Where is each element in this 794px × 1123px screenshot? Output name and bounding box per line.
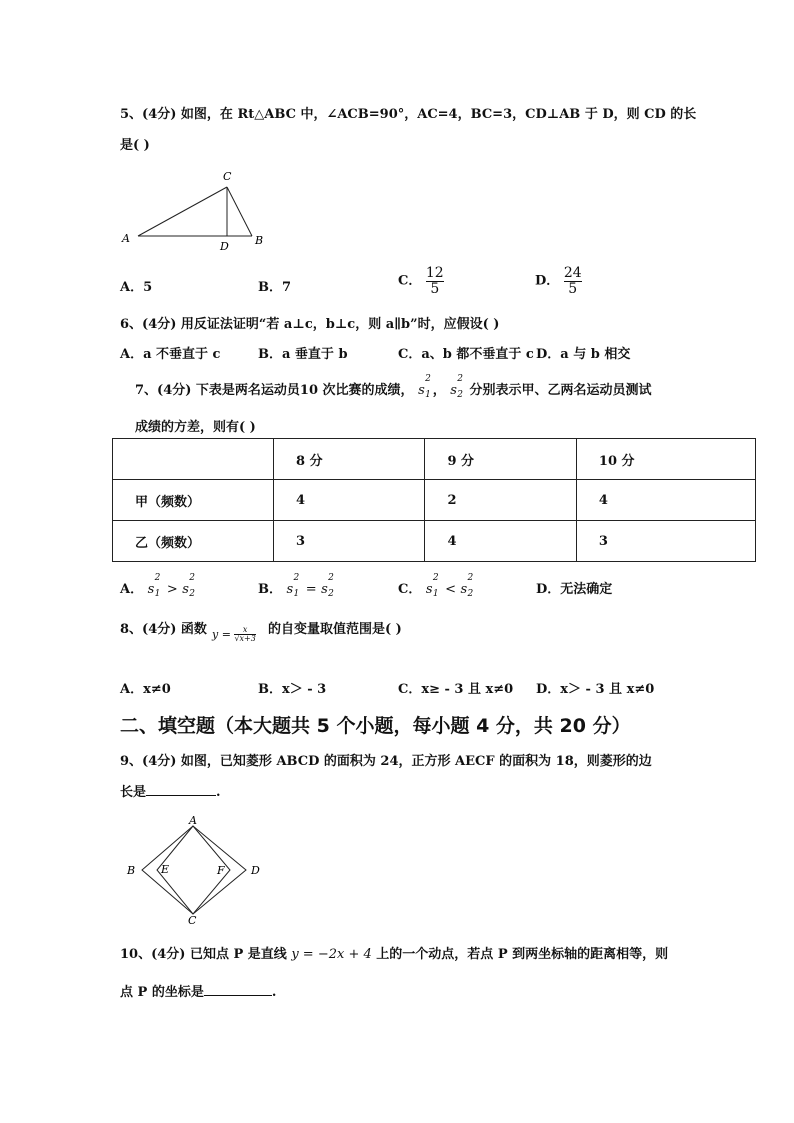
q5-option-c[interactable] (398, 266, 444, 296)
exponent: 2 (189, 573, 195, 583)
q5-option-c-label: C． (398, 273, 422, 289)
fraction-denominator: √x+3 (234, 634, 256, 644)
q7-options (120, 573, 680, 600)
q5-triangle-figure (112, 165, 272, 257)
function-lhs: y = (212, 627, 231, 641)
exponent: 2 (425, 374, 431, 384)
comparison-operator: < (445, 582, 456, 597)
s-symbol: s (450, 383, 457, 398)
answer-blank[interactable] (204, 983, 272, 996)
s1-squared (286, 573, 302, 599)
q7-option-b[interactable] (258, 573, 336, 599)
s-symbol: s (286, 582, 294, 597)
q5-stem-line2: 是( ) (120, 138, 150, 153)
q7-option-d[interactable]: D．无法确定 (536, 582, 613, 597)
q9-label-a: A (189, 814, 197, 827)
q8-option-a[interactable]: A．x≠0 (120, 682, 171, 697)
s1-squared (425, 573, 441, 599)
q8-function (212, 626, 256, 644)
q5-option-a[interactable]: A．5 (120, 280, 153, 295)
table-cell: 4 (576, 480, 755, 521)
exponent: 2 (328, 573, 334, 583)
table-cell: 2 (425, 480, 576, 521)
q5-stem-line1: 5、(4分) 如图，在 Rt△ABC 中，∠ACB=90°，AC=4，BC=3，CD⊥AB 于 D，则 CD 的长 (120, 107, 697, 122)
s-symbol: s (147, 582, 155, 597)
q9-stem-line2 (120, 781, 221, 800)
q9-stem-text: 长是 (120, 785, 147, 800)
subscript: 1 (425, 390, 431, 400)
q10-stem-line1 (120, 943, 668, 962)
q6-option-c[interactable]: C．a、b 都不垂直于 c (398, 347, 534, 362)
q8-options (120, 678, 680, 696)
q7-stem-line1: 7、(4分) 下表是两名运动员10 次比赛的成绩， s 2 1 ， s 2 2 分别表示甲、乙两名运动员测试 (135, 374, 652, 400)
table-header-cell: 9 分 (425, 439, 576, 480)
q5-option-d-label: D． (535, 273, 560, 289)
s-symbol: s (460, 582, 468, 597)
exponent: 2 (154, 573, 161, 583)
q6-option-d[interactable]: D．a 与 b 相交 (536, 347, 631, 362)
subscript: 2 (189, 589, 195, 599)
q8-option-d[interactable]: D．x＞ - 3 且 x≠0 (536, 682, 655, 697)
table-cell: 3 (274, 521, 425, 562)
q5-option-d[interactable] (535, 266, 582, 296)
table-header-row (113, 439, 756, 480)
q7-option-a[interactable] (120, 573, 197, 599)
q5-label-d: D (220, 240, 229, 253)
q7-stem-part-a: 7、(4分) 下表是两名运动员10 次比赛的成绩， (135, 383, 414, 398)
table-cell: 4 (425, 521, 576, 562)
table-row (113, 521, 756, 562)
q8-option-c[interactable]: C．x≥ - 3 且 x≠0 (398, 682, 514, 697)
s-symbol: s (182, 582, 189, 597)
q9-stem-line1: 9、(4分) 如图，已知菱形 ABCD 的面积为 24，正方形 AECF 的面积为 18，则菱形的边 (120, 754, 652, 769)
exponent: 2 (457, 374, 464, 384)
fraction-numerator: 12 (425, 265, 444, 281)
q10-stem-line2 (120, 981, 276, 1000)
q9-label-c: C (188, 914, 197, 926)
s1-squared (147, 573, 163, 599)
q9-stem-end: . (216, 785, 221, 800)
q9-label-b: B (127, 864, 136, 877)
q6-option-b[interactable]: B．a 垂直于 b (258, 347, 348, 362)
s2-squared (321, 573, 336, 599)
table-header-cell: 10 分 (576, 439, 755, 480)
comparison-operator: > (166, 582, 178, 597)
q7-stem-line2: 成绩的方差，则有( ) (135, 420, 256, 435)
q6-option-a[interactable]: A．a 不垂直于 c (120, 347, 221, 362)
q5-option-d-fraction (564, 266, 582, 296)
q10-stem-end: . (271, 985, 277, 1000)
table-cell: 3 (576, 521, 755, 562)
q10-stem-text: 点 P 的坐标是 (120, 985, 204, 1000)
q10-stem-part-a: 10、(4分) 已知点 P 是直线 (120, 947, 287, 962)
q8-stem-part-b: 的自变量取值范围是( ) (268, 622, 402, 637)
q5-label-b: B (255, 234, 264, 247)
table-cell: 甲（频数） (113, 480, 274, 521)
fraction-numerator: 24 (563, 265, 582, 281)
q9-rhombus-square-figure (120, 812, 270, 926)
q8-stem-part-a: 8、(4分) 函数 (120, 622, 207, 637)
q7-stem-part-b: 分别表示甲、乙两名运动员测试 (469, 383, 652, 398)
fraction-denominator: 5 (568, 280, 578, 297)
comparison-operator: = (305, 582, 317, 597)
table-row (113, 480, 756, 521)
subscript: 2 (328, 589, 334, 599)
table-cell: 乙（频数） (113, 521, 274, 562)
q5-options (120, 266, 680, 306)
q5-option-c-fraction (426, 266, 444, 296)
table-header-cell (113, 439, 274, 480)
q5-option-b[interactable]: B．7 (258, 280, 292, 295)
q5-label-a: A (122, 232, 130, 245)
q10-equation: y = −2x + 4 (291, 947, 372, 962)
q9-label-e: E (161, 863, 170, 876)
option-label: B． (258, 582, 282, 597)
s2-squared (450, 374, 465, 400)
q9-label-f: F (217, 864, 225, 877)
exponent: 2 (293, 573, 300, 583)
q5-label-c: C (223, 170, 232, 183)
q7-option-c[interactable] (398, 573, 475, 599)
subscript: 2 (467, 589, 474, 599)
subscript: 1 (293, 589, 300, 599)
s2-squared (182, 573, 197, 599)
q10-stem-part-b: 上的一个动点，若点 P 到两坐标轴的距离相等，则 (376, 947, 669, 962)
table-header-cell: 8 分 (274, 439, 425, 480)
exponent: 2 (432, 573, 439, 583)
s2-squared (460, 573, 476, 599)
s-symbol: s (425, 582, 433, 597)
fraction-denominator: 5 (430, 280, 440, 297)
option-label: A． (120, 582, 144, 597)
s-symbol: s (321, 582, 328, 597)
s1-squared (418, 374, 433, 400)
section-heading: 二、填空题（本大题共 5 个小题，每小题 4 分，共 20 分） (120, 715, 631, 737)
option-label: C． (398, 582, 422, 597)
table-cell: 4 (274, 480, 425, 521)
q9-label-d: D (251, 864, 260, 877)
subscript: 1 (154, 589, 161, 599)
q6-options (120, 343, 680, 361)
answer-blank[interactable] (146, 783, 216, 796)
subscript: 2 (457, 390, 464, 400)
fraction-numerator: x (242, 625, 248, 634)
q8-fraction (234, 626, 255, 644)
exponent: 2 (467, 573, 474, 583)
q6-stem: 6、(4分) 用反证法证明“若 a⊥c，b⊥c，则 a∥b”时，应假设( ) (120, 317, 500, 332)
subscript: 1 (432, 589, 439, 599)
q8-option-b[interactable]: B．x＞ - 3 (258, 682, 327, 697)
s-symbol: s (418, 383, 425, 398)
q7-score-table (112, 438, 756, 562)
